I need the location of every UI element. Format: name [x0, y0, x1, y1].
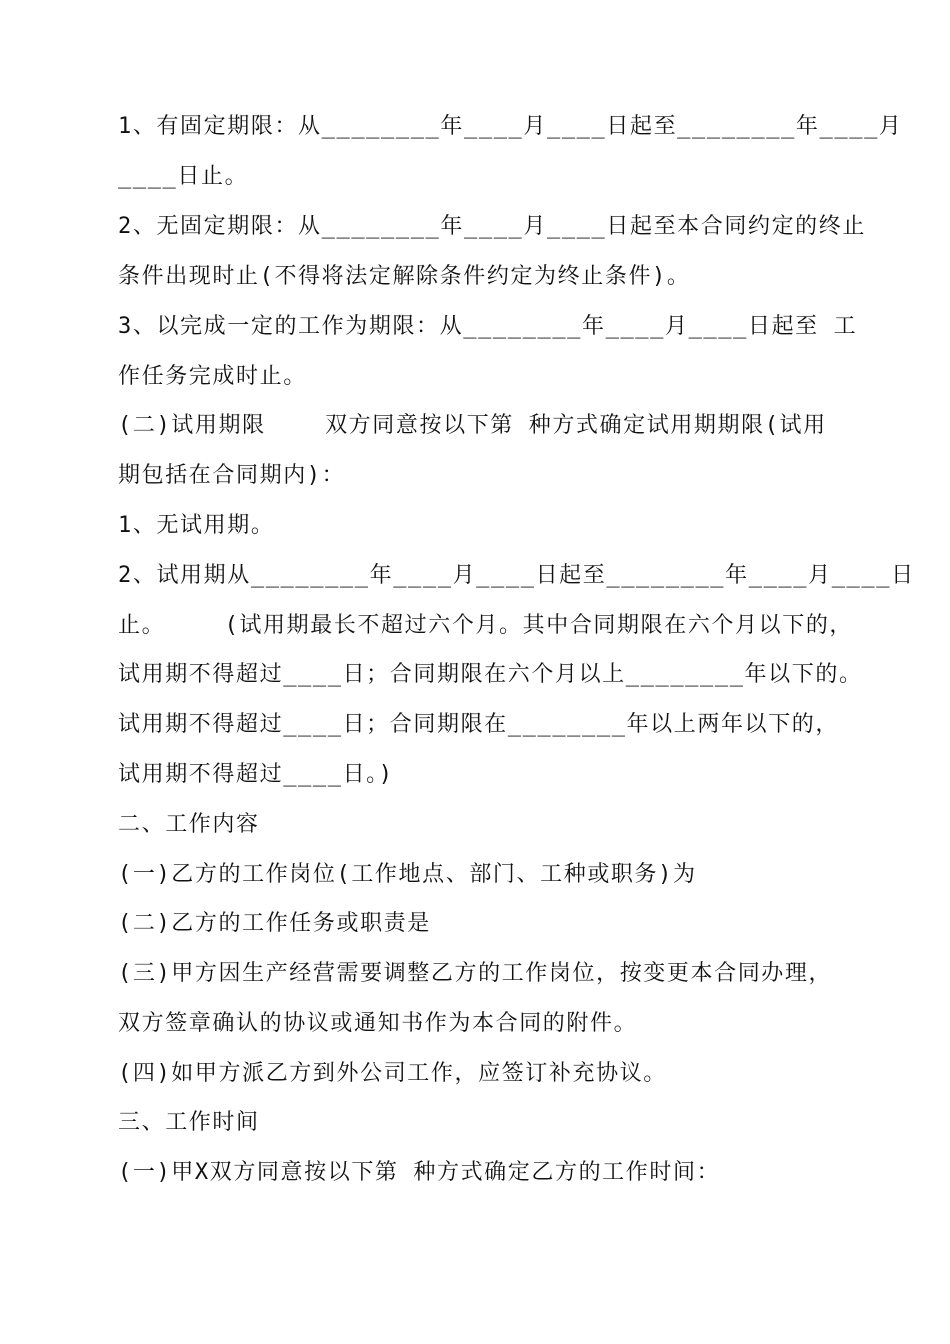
text-line: 1、有固定期限：从________年____月____日起至________年____月	[118, 114, 903, 139]
text-line: 2、无固定期限：从________年____月____日起至本合同约定的终止	[118, 214, 866, 239]
text-line: (四)如甲方派乙方到外公司工作，应签订补充协议。	[118, 1061, 667, 1086]
text-line: 3、以完成一定的工作为期限：从________年____月____日起至 工	[118, 314, 858, 339]
text-line: (二)乙方的工作任务或职责是	[118, 911, 431, 936]
text-line: ____日止。	[118, 164, 249, 189]
text-line: 试用期不得超过____日；合同期限在________年以上两年以下的，	[118, 712, 839, 737]
text-line: 作任务完成时止。	[118, 364, 307, 389]
text-line: (二)试用期限 双方同意按以下第 种方式确定试用期期限(试用	[118, 413, 827, 438]
text-line: 试用期不得超过____日；合同期限在六个月以上________年以下的。	[118, 662, 863, 687]
text-line: (一)乙方的工作岗位(工作地点、部门、工种或职务)为	[118, 862, 697, 887]
section-heading: 二、工作内容	[118, 812, 260, 837]
text-line: 试用期不得超过____日。)	[118, 762, 394, 787]
text-line: 双方签章确认的协议或通知书作为本合同的附件。	[118, 1011, 638, 1036]
text-line: 条件出现时止(不得将法定解除条件约定为终止条件)。	[118, 264, 691, 289]
text-line: 期包括在合同期内)：	[118, 463, 346, 488]
text-line: (一)甲X双方同意按以下第 种方式确定乙方的工作时间：	[118, 1160, 721, 1185]
text-line: 止。 (试用期最长不超过六个月。其中合同期限在六个月以下的，	[118, 613, 854, 638]
text-line: 1、无试用期。	[118, 513, 275, 538]
section-heading: 三、工作时间	[118, 1110, 260, 1135]
text-line: 2、试用期从________年____月____日起至________年____月____日	[118, 563, 915, 588]
text-line: (三)甲方因生产经营需要调整乙方的工作岗位，按变更本合同办理，	[118, 961, 833, 986]
